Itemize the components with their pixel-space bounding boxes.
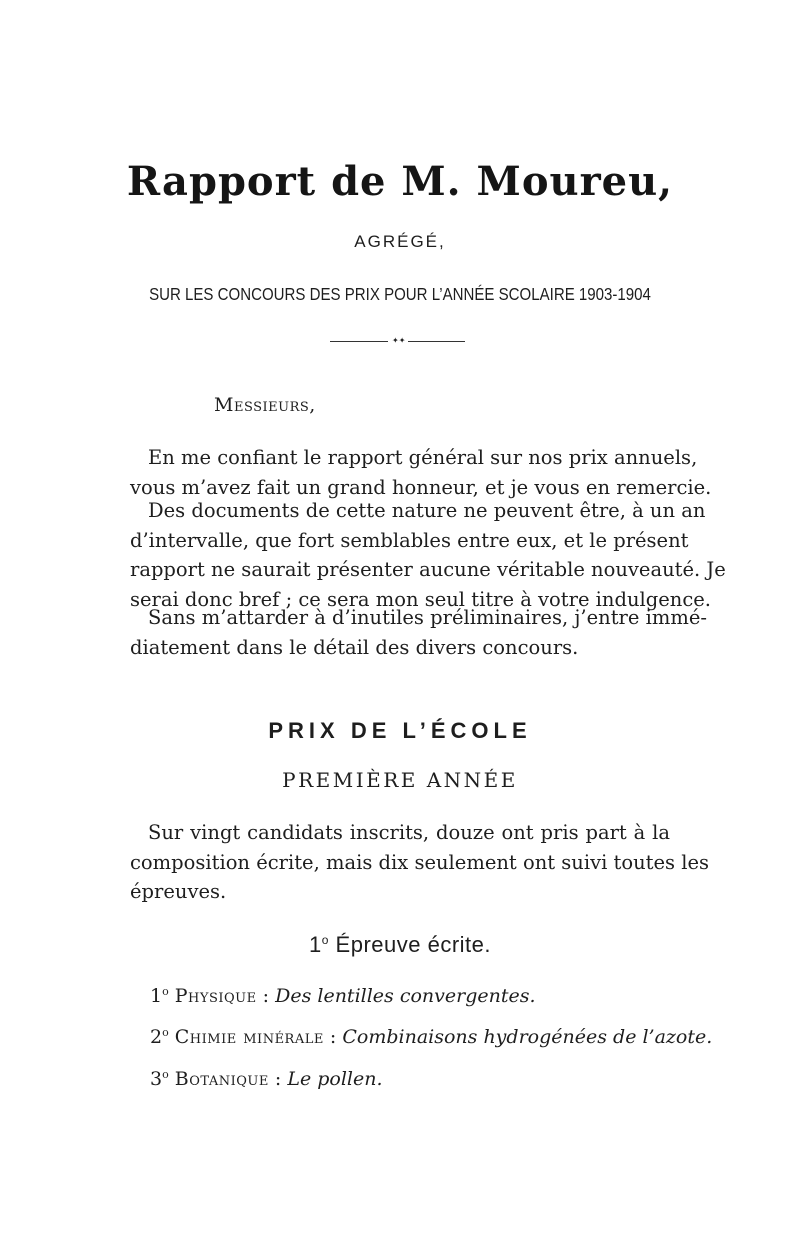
epreuve-number: 1 bbox=[308, 932, 322, 957]
epreuve-title: Épreuve écrite. bbox=[335, 932, 492, 957]
text-line: En me confiant le rapport général sur nos prix annuels, bbox=[148, 446, 698, 469]
item-topic: Des lentilles convergentes. bbox=[275, 985, 536, 1007]
item-separator: : bbox=[268, 1068, 288, 1090]
item-subject: Physique bbox=[174, 985, 257, 1007]
paragraph-2 bbox=[130, 496, 726, 614]
section-subheading: PREMIÈRE ANNÉE bbox=[282, 768, 518, 792]
list-item bbox=[150, 1026, 712, 1048]
item-number: 1 bbox=[150, 985, 163, 1007]
text-line: d’intervalle, que fort semblables entre eux, et le présent bbox=[130, 528, 689, 552]
paragraph-3 bbox=[130, 603, 707, 662]
epreuve-heading bbox=[0, 932, 800, 958]
salutation: Messieurs, bbox=[214, 394, 316, 416]
section-heading: PRIX DE L’ÉCOLE bbox=[268, 718, 532, 743]
paragraph-intro bbox=[130, 443, 712, 502]
paragraph-4 bbox=[130, 818, 710, 907]
item-number: 2 bbox=[150, 1026, 163, 1048]
item-topic: Le pollen. bbox=[287, 1068, 383, 1090]
text-line: rapport ne saurait présenter aucune véritable nouveauté. Je bbox=[130, 558, 726, 581]
report-subject-line: SUR LES CONCOURS DES PRIX POUR L’ANNÉE SCOLAIRE 1903-1904 bbox=[149, 284, 651, 304]
text-line: serai donc bref ; ce sera mon seul titre à votre indulgence. bbox=[130, 587, 712, 611]
text-line: vous m’avez fait un grand honneur, et je vous en remercie. bbox=[130, 475, 712, 499]
list-item bbox=[150, 985, 536, 1007]
item-ordinal: o bbox=[162, 1068, 169, 1081]
text-line: diatement dans le détail des divers concours. bbox=[130, 635, 579, 659]
text-line: Sur vingt candidats inscrits, douze ont pris part à la bbox=[148, 821, 670, 844]
item-separator: : bbox=[323, 1026, 343, 1048]
author-rank: AGRÉGÉ, bbox=[354, 232, 446, 251]
ornament-divider bbox=[330, 336, 465, 345]
item-number: 3 bbox=[150, 1068, 163, 1090]
text-line: Sans m’attarder à d’inutiles préliminaires, j’entre immé- bbox=[148, 606, 707, 629]
item-separator: : bbox=[256, 985, 276, 1007]
item-topic: Combinaisons hydrogénées de l’azote. bbox=[342, 1026, 713, 1048]
ornament-flourish-icon: ✦✦ bbox=[392, 336, 406, 345]
item-subject: Botanique bbox=[174, 1068, 269, 1090]
item-subject: Chimie minérale bbox=[174, 1026, 324, 1048]
report-title: Rapport de M. Moureu, bbox=[126, 158, 674, 205]
item-ordinal: o bbox=[162, 985, 169, 998]
text-line: épreuves. bbox=[130, 880, 227, 903]
list-item bbox=[150, 1068, 383, 1090]
text-line: composition écrite, mais dix seulement ont suivi toutes les bbox=[130, 850, 710, 874]
item-ordinal: o bbox=[162, 1026, 169, 1039]
epreuve-ordinal: o bbox=[321, 933, 329, 947]
text-line: Des documents de cette nature ne peuvent être, à un an bbox=[148, 499, 706, 522]
